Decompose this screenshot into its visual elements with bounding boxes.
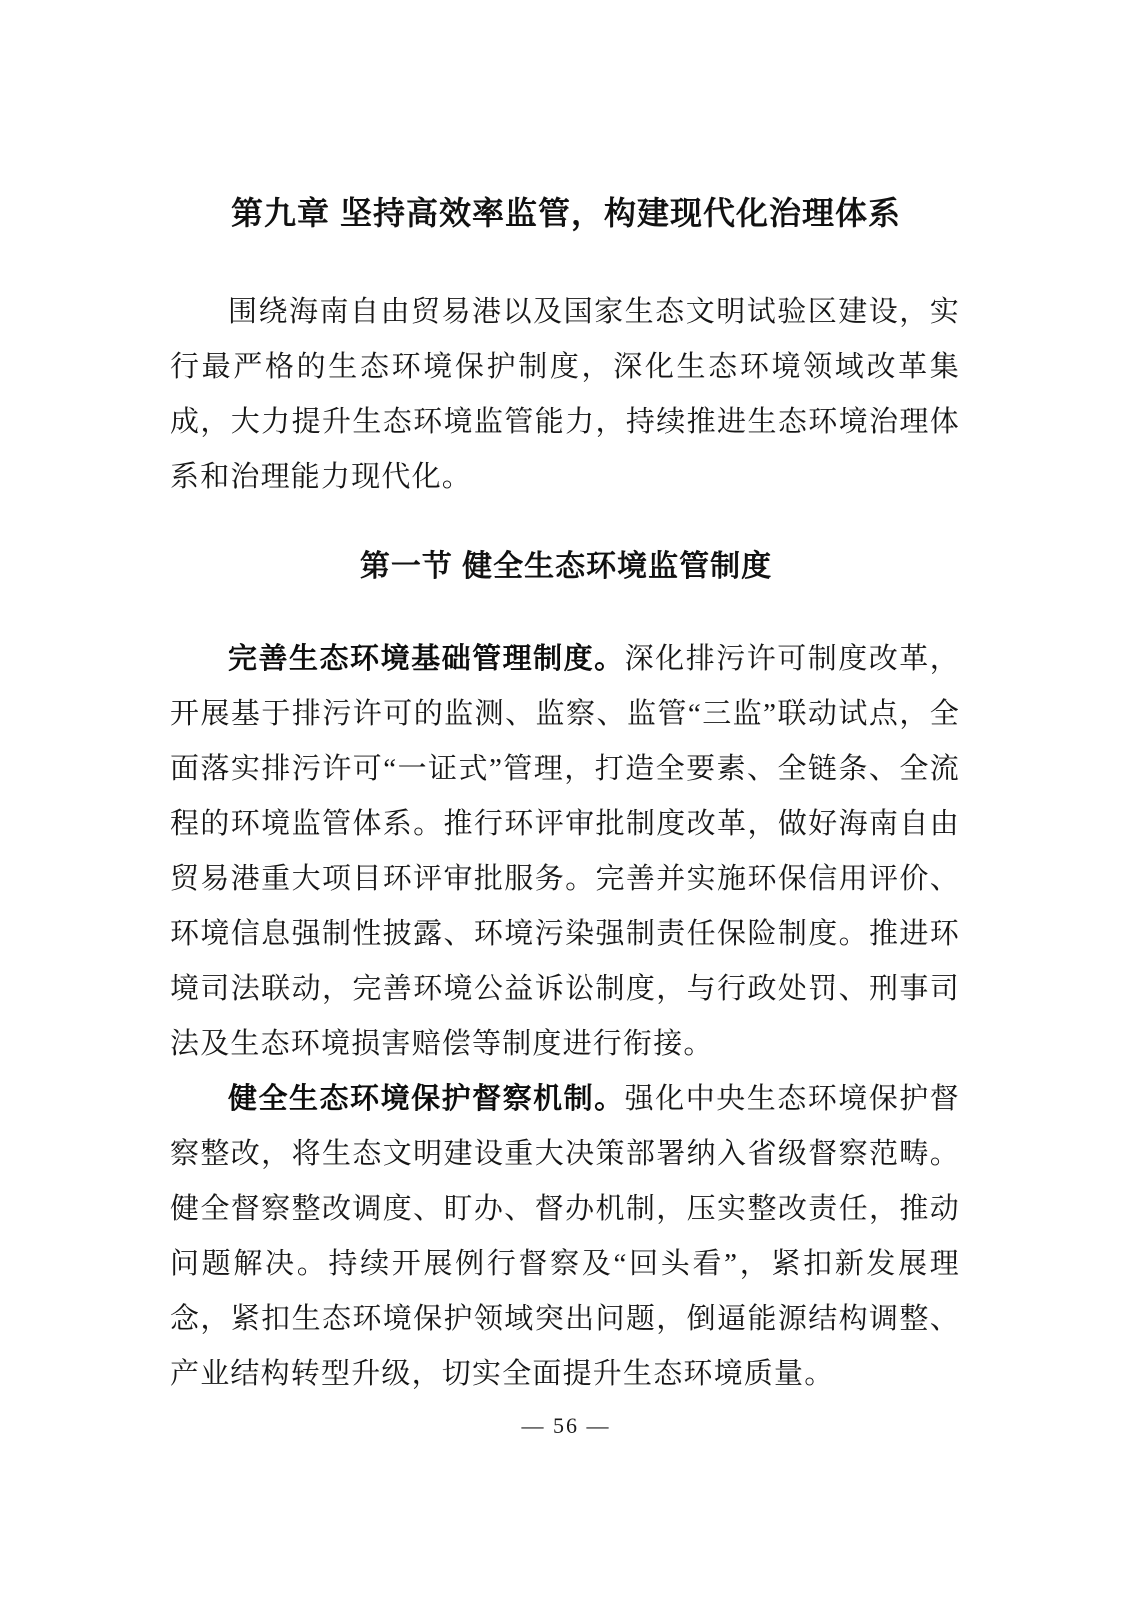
page-number: — 56 — <box>521 1413 611 1438</box>
intro-paragraph: 围绕海南自由贸易港以及国家生态文明试验区建设，实行最严格的生态环境保护制度，深化生态环境领域改革集成，大力提升生态环境监管能力，持续推进生态环境治理体系和治理能力现代化。 <box>170 296 960 493</box>
paragraph-inspection-mechanism <box>170 1072 960 1402</box>
paragraph-lead-basic-management: 完善生态环境基础管理制度。 <box>228 643 625 675</box>
chapter-title: 第九章 坚持高效率监管，构建现代化治理体系 <box>231 195 901 231</box>
paragraph-basic-management-system <box>170 632 960 1072</box>
paragraph-body-inspection-mechanism: 强化中央生态环境保护督察整改，将生态文明建设重大决策部署纳入省级督察范畴。健全督察整改调度、盯办、督办机制，压实整改责任，推动问题解决。持续开展例行督察及“回头看”，紧扣新发展理念，紧扣生态环境保护领域突出问题，倒逼能源结构调整、产业结构转型升级，切实全面提升生态环境质量。 <box>170 1083 960 1390</box>
paragraph-body-basic-management: 深化排污许可制度改革，开展基于排污许可的监测、监察、监管“三监”联动试点，全面落实排污许可“一证式”管理，打造全要素、全链条、全流程的环境监管体系。推行环评审批制度改革，做好海南自由贸易港重大项目环评审批服务。完善并实施环保信用评价、环境信息强制性披露、环境污染强制责任保险制度。推进环境司法联动，完善环境公益诉讼制度，与行政处罚、刑事司法及生态环境损害赔偿等制度进行衔接。 <box>170 643 960 1060</box>
section-title: 第一节 健全生态环境监管制度 <box>359 550 773 583</box>
paragraph-lead-inspection-mechanism: 健全生态环境保护督察机制。 <box>228 1083 625 1115</box>
